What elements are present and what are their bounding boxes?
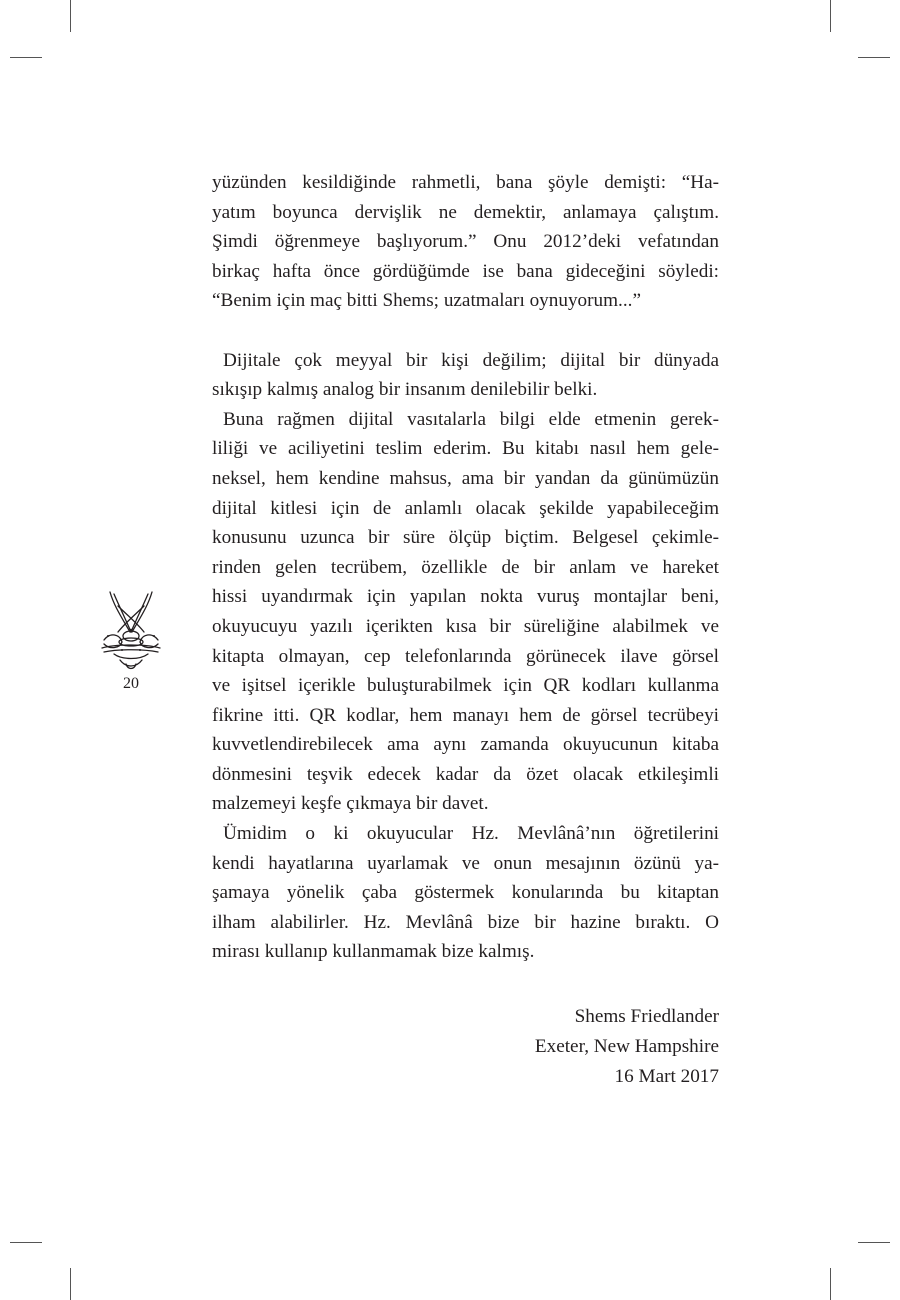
paragraph — [212, 346, 719, 405]
text-line: “Benim için maç bitti Shems; uzatmaları oynuyorum...” — [212, 290, 641, 312]
crop-mark — [830, 0, 831, 32]
body-text — [212, 168, 719, 967]
text-line: kuvvetlendirebilecek ama aynı zamanda okuyucunun kitaba — [212, 734, 719, 756]
crop-mark — [70, 1268, 71, 1300]
text-line: ve işitsel içerikle buluşturabilmek için QR kodları kullanma — [212, 675, 719, 697]
text-line: konusunu uzunca bir süre ölçüp biçtim. Belgesel çekimle- — [212, 527, 719, 549]
crop-mark — [70, 0, 71, 32]
text-line: okuyucuyu yazılı içerikten kısa bir süreliğine alabilmek ve — [212, 615, 719, 637]
text-line: Buna rağmen dijital vasıtalarla bilgi elde etmenin gerek- — [223, 408, 719, 430]
text-line: malzemeyi keşfe çıkmaya bir davet. — [212, 793, 489, 815]
text-line: rinden gelen tecrübem, özellikle de bir anlam ve hareket — [212, 556, 719, 578]
crop-mark — [858, 57, 890, 58]
paragraph — [212, 168, 719, 316]
text-line: neksel, hem kendine mahsus, ama bir yandan da günümüzün — [212, 467, 719, 489]
signature-name: Shems Friedlander — [574, 1006, 719, 1027]
paragraph-gap — [212, 316, 719, 346]
text-line: mirası kullanıp kullanmamak bize kalmış. — [212, 941, 535, 963]
paragraph — [212, 405, 719, 819]
text-line: Şimdi öğrenmeye başlıyorum.” Onu 2012’deki vefatından — [212, 231, 719, 253]
paragraph — [212, 819, 719, 967]
calligraphic-tughra-emblem-icon — [100, 588, 162, 672]
crop-mark — [858, 1242, 890, 1243]
text-line: Ümidim o ki okuyucular Hz. Mevlânâ’nın öğretilerini — [223, 823, 719, 845]
text-line: kitapta olmayan, cep telefonlarında görünecek ilave görsel — [212, 645, 719, 667]
text-line: fikrine itti. QR kodlar, hem manayı hem de görsel tecrübeyi — [212, 704, 719, 726]
text-line: Dijitale çok meyyal bir kişi değilim; dijital bir dünyada — [223, 349, 719, 371]
text-line: yüzünden kesildiğinde rahmetli, bana şöyle demişti: “Ha- — [212, 172, 719, 193]
text-line: dönmesini teşvik edecek kadar da özet olacak etkileşimli — [212, 763, 719, 785]
crop-mark — [10, 57, 42, 58]
signature-place: Exeter, New Hampshire — [534, 1036, 719, 1057]
page-number: 20 — [123, 675, 139, 692]
text-line: ilham alabilirler. Hz. Mevlânâ bize bir hazine bıraktı. O — [212, 911, 719, 933]
text-line: sıkışıp kalmış analog bir insanım denilebilir belki. — [212, 379, 598, 401]
signature-block — [535, 1002, 719, 1092]
text-line: birkaç hafta önce gördüğümde ise bana gideceğini söyledi: — [212, 260, 719, 282]
text-line: hissi uyandırmak için yapılan nokta vuruş montajlar beni, — [212, 586, 719, 608]
text-line: kendi hayatlarına uyarlamak ve onun mesajının özünü ya- — [212, 852, 719, 874]
text-line: liliği ve aciliyetini teslim ederim. Bu kitabı nasıl hem gele- — [212, 438, 719, 460]
text-line: şamaya yönelik çaba göstermek konularında bu kitaptan — [212, 882, 719, 904]
text-line: yatım boyunca dervişlik ne demektir, anlamaya çalıştım. — [212, 201, 719, 223]
crop-mark — [830, 1268, 831, 1300]
text-line: dijital kitlesi için de anlamlı olacak şekilde yapabileceğim — [212, 497, 719, 519]
signature-date: 16 Mart 2017 — [614, 1066, 719, 1087]
crop-mark — [10, 1242, 42, 1243]
